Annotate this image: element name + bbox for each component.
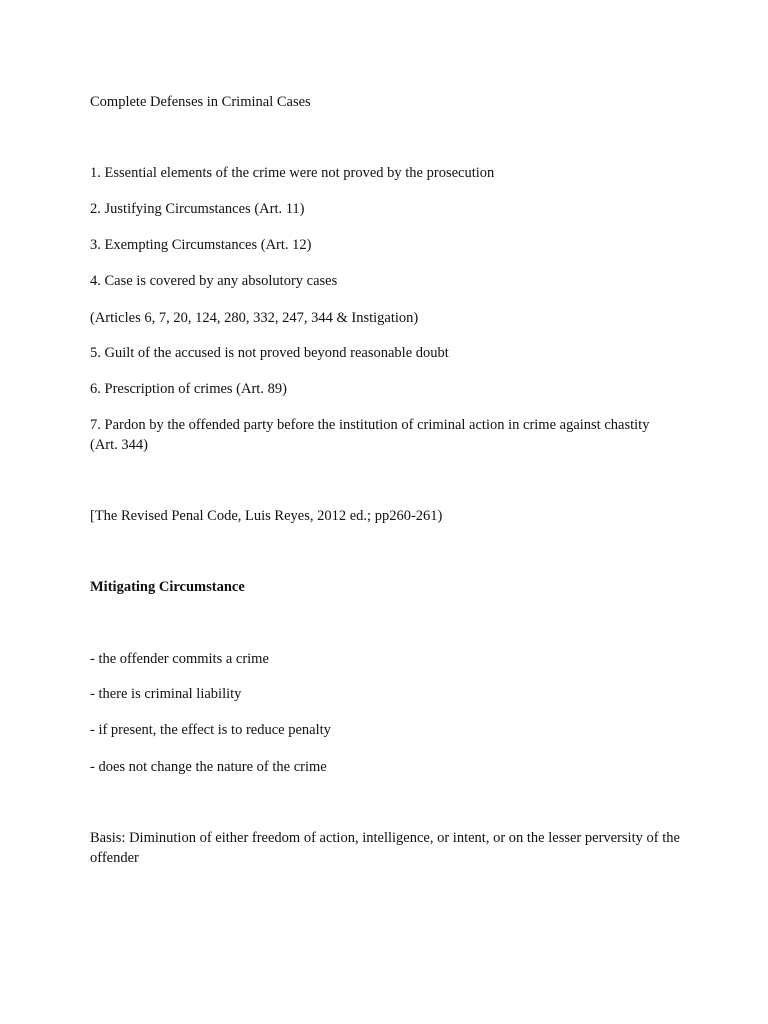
defense-item-2: 2. Justifying Circumstances (Art. 11) — [90, 201, 305, 217]
defense-item-6: 6. Prescription of crimes (Art. 89) — [90, 381, 287, 397]
mitigating-point-3: - if present, the effect is to reduce penalty — [90, 722, 331, 738]
mitigating-point-2: - there is criminal liability — [90, 686, 242, 702]
defense-item-4: 4. Case is covered by any absolutory cases — [90, 273, 338, 289]
defense-item-1: 1. Essential elements of the crime were not proved by the prosecution — [90, 165, 495, 181]
defense-item-4-articles: (Articles 6, 7, 20, 124, 280, 332, 247, 344 & Instigation) — [90, 310, 419, 326]
citation: [The Revised Penal Code, Luis Reyes, 2012 ed.; pp260-261) — [90, 508, 443, 524]
defense-item-5: 5. Guilt of the accused is not proved beyond reasonable doubt — [90, 345, 449, 361]
mitigating-point-1: - the offender commits a crime — [90, 651, 269, 667]
basis-paragraph: Basis: Diminution of either freedom of action, intelligence, or intent, or on the lesser perversity of the offender — [90, 830, 680, 866]
defense-item-7: 7. Pardon by the offended party before the institution of criminal action in crime against chastity (Art. 344) — [90, 417, 650, 453]
defense-item-3: 3. Exempting Circumstances (Art. 12) — [90, 237, 312, 253]
mitigating-point-4: - does not change the nature of the crime — [90, 759, 327, 775]
mitigating-heading: Mitigating Circumstance — [90, 579, 245, 595]
document-title: Complete Defenses in Criminal Cases — [90, 94, 311, 110]
